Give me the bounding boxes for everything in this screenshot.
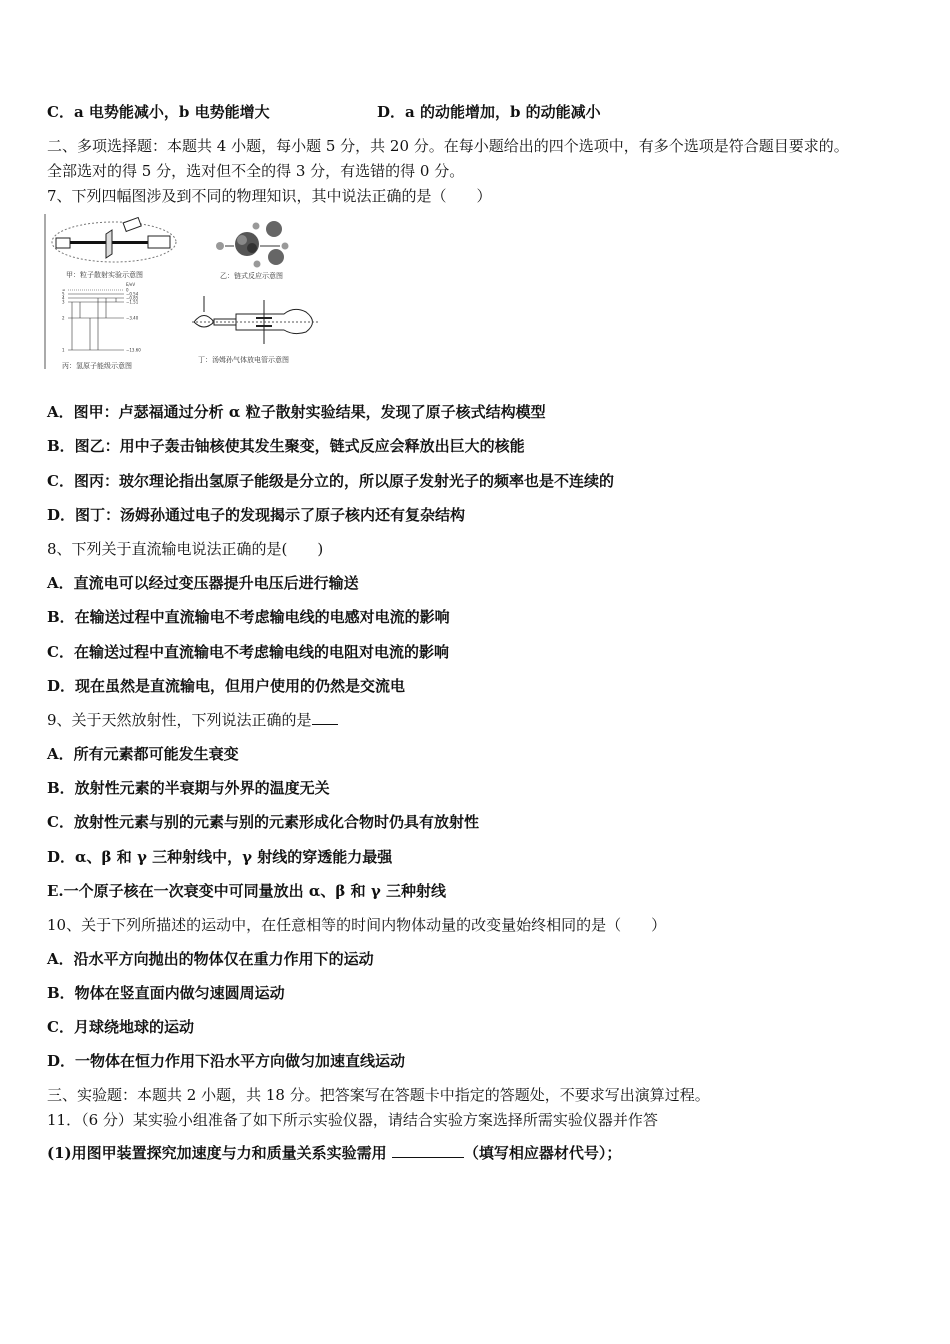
q7-option-a: A．图甲：卢瑟福通过分析 α 粒子散射实验结果，发现了原子核式结构模型 xyxy=(47,403,546,421)
q11-stem: 11．（6 分）某实验小组准备了如下所示实验仪器，请结合实验方案选择所需实验仪器并作答 xyxy=(47,1111,658,1129)
energy-level-value: −1.51 xyxy=(126,299,139,305)
q9-option-d: D．α、β 和 γ 三种射线中，γ 射线的穿透能力最强 xyxy=(47,848,393,866)
prev-option-c: C．a 电势能减小，b 电势能增大 xyxy=(47,103,270,121)
q11-part1 xyxy=(47,1143,621,1163)
q8-stem: 8、下列关于直流输电说法正确的是( ) xyxy=(47,540,324,558)
q10-stem: 10、关于下列所描述的运动中，在任意相等的时间内物体动量的改变量始终相同的是（ ） xyxy=(47,916,667,934)
energy-level-value: −0.54 xyxy=(126,291,139,297)
energy-level-diagram xyxy=(62,282,141,353)
section2-instructions-2: 全部选对的得 5 分，选对但不全的得 3 分，有选错的得 0 分。 xyxy=(47,162,465,180)
energy-level-n: 4 xyxy=(62,295,65,301)
figure-caption-jia: 甲：粒子散射实验示意图 xyxy=(66,271,143,279)
q9-stem xyxy=(47,710,338,730)
q10-option-b: B．物体在竖直面内做匀速圆周运动 xyxy=(47,984,285,1002)
q8-option-a: A．直流电可以经过变压器提升电压后进行输送 xyxy=(47,574,359,592)
q10-option-a: A．沿水平方向抛出的物体仅在重力作用下的运动 xyxy=(47,950,374,968)
q7-stem: 7、下列四幅图涉及到不同的物理知识，其中说法正确的是（ ） xyxy=(47,187,492,205)
energy-level-value: −3.40 xyxy=(126,315,139,321)
energy-level-n: 5 xyxy=(62,291,65,297)
energy-level-n: 2 xyxy=(62,315,65,321)
answer-blank xyxy=(312,710,338,725)
figure-caption-bing: 丙：氢原子能级示意图 xyxy=(62,362,132,370)
energy-level-n: 1 xyxy=(62,347,65,353)
energy-unit-label: E/eV xyxy=(126,282,136,287)
q7-option-b: B．图乙：用中子轰击铀核使其发生聚变，链式反应会释放出巨大的核能 xyxy=(47,437,525,455)
q9-option-b: B．放射性元素的半衰期与外界的温度无关 xyxy=(47,779,330,797)
energy-level-value: 0 xyxy=(126,287,129,293)
q8-option-b: B．在输送过程中直流输电不考虑输电线的电感对电流的影响 xyxy=(47,608,450,626)
q7-option-c: C．图丙：玻尔理论指出氢原子能级是分立的，所以原子发射光子的频率也是不连续的 xyxy=(47,472,614,490)
q11-part1-text: (1)用图甲装置探究加速度与力和质量关系实验需用 xyxy=(47,1144,392,1162)
discharge-tube-diagram xyxy=(192,296,320,344)
alpha-scattering-diagram xyxy=(52,218,176,262)
energy-level-n: 3 xyxy=(62,299,65,305)
q9-option-a: A．所有元素都可能发生衰变 xyxy=(47,745,239,763)
q10-option-d: D．一物体在恒力作用下沿水平方向做匀加速直线运动 xyxy=(47,1052,406,1070)
q7-option-d: D．图丁：汤姆孙通过电子的发现揭示了原子核内还有复杂结构 xyxy=(47,506,466,524)
q9-option-e: E.一个原子核在一次衰变中可同量放出 α、β 和 γ 三种射线 xyxy=(47,882,446,900)
q10-option-c: C．月球绕地球的运动 xyxy=(47,1018,194,1036)
figure-caption-ding: 丁：汤姆孙气体放电管示意图 xyxy=(198,356,289,364)
figure-caption-yi: 乙：链式反应示意图 xyxy=(220,272,283,280)
energy-level-value: −13.60 xyxy=(126,347,141,353)
prev-option-d: D．a 的动能增加，b 的动能减小 xyxy=(377,103,601,121)
q11-part1-suffix: （填写相应器材代号）； xyxy=(463,1144,622,1162)
q9-option-c: C．放射性元素与别的元素与别的元素形成化合物时仍具有放射性 xyxy=(47,813,479,831)
energy-level-value: −0.85 xyxy=(126,295,139,301)
answer-blank xyxy=(392,1143,464,1158)
q8-option-d: D．现在虽然是直流输电，但用户使用的仍然是交流电 xyxy=(47,677,406,695)
q9-stem-text: 9、关于天然放射性，下列说法正确的是 xyxy=(47,711,312,729)
energy-level-n: ∞ xyxy=(62,287,66,293)
section2-instructions: 二、多项选择题：本题共 4 小题，每小题 5 分，共 20 分。在每小题给出的四个选项中，有多个选项是符合题目要求的。 xyxy=(47,137,849,155)
q7-figure xyxy=(44,214,344,374)
q8-option-c: C．在输送过程中直流输电不考虑输电线的电阻对电流的影响 xyxy=(47,643,449,661)
chain-reaction-diagram xyxy=(216,221,289,268)
section3-instructions: 三、实验题：本题共 2 小题，共 18 分。把答案写在答题卡中指定的答题处，不要求写出演算过程。 xyxy=(47,1086,710,1104)
